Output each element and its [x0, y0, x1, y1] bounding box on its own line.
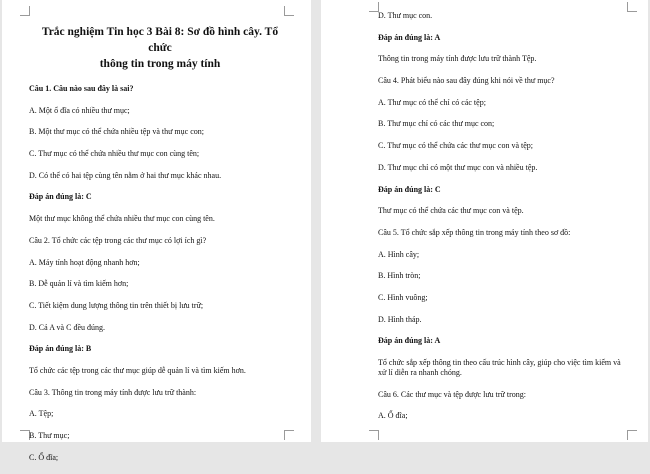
option-line: C. Thư mục có thể chứa các thư mục con và tệp;: [378, 141, 534, 151]
question-1: Câu 1. Câu nào sau đây là sai?: [29, 84, 134, 93]
explanation-line: Tổ chức sắp xếp thông tin theo cấu trúc hình cây, giúp cho việc tìm kiếm và xử lí diễn ra nhanh chóng.: [378, 358, 621, 377]
document-page-left: [2, 0, 311, 462]
option-line: D. Thư mục chỉ có một thư mục con và nhiều tệp.: [378, 162, 538, 172]
question-6: Câu 6. Các thư mục và tệp được lưu trữ trong:: [378, 389, 526, 399]
answer-line: Đáp án đúng là: A: [378, 32, 441, 42]
answer-line: Đáp án đúng là: C: [29, 192, 92, 202]
option-line: D. Có thể có hai tệp cùng tên nằm ở hai thư mục khác nhau.: [29, 170, 222, 180]
crop-mark-bottom-right: [627, 430, 637, 440]
explanation-line: Một thư mục không thể chứa nhiều thư mục con cùng tên.: [29, 214, 215, 224]
option-line: B. Một thư mục có thể chứa nhiều tệp và thư mục con;: [29, 127, 204, 137]
question-4: Câu 4. Phát biểu nào sau đây đúng khi nói về thư mục?: [378, 76, 555, 86]
answer-line: Đáp án đúng là: A: [378, 336, 441, 346]
question-5: Câu 5. Tổ chức sắp xếp thông tin trong máy tính theo sơ đồ:: [378, 227, 571, 237]
option-line: B. Hình tròn;: [378, 271, 421, 281]
option-line: A. Máy tính hoạt động nhanh hơn;: [29, 257, 140, 267]
document-title: [29, 24, 291, 72]
option-line: D. Cả A và C đều đúng.: [29, 322, 105, 332]
option-line: A. Ổ đĩa;: [378, 411, 408, 421]
title-line-1: Trắc nghiệm Tin học 3 Bài 8: Sơ đồ hình cây. Tổ chức: [41, 26, 279, 54]
option-line: C. Thư mục có thể chứa nhiều thư mục con cùng tên;: [29, 149, 200, 159]
option-line: D. Hình tháp.: [378, 314, 422, 324]
answer-line: Đáp án đúng là: B: [29, 344, 92, 354]
crop-mark-top-right: [627, 2, 637, 12]
question-2: Câu 2. Tổ chức các tệp trong các thư mục có lợi ích gì?: [29, 235, 207, 245]
crop-mark-top-left: [20, 6, 30, 16]
option-line: A. Hình cây;: [378, 249, 420, 259]
option-line: B. Thư mục;: [29, 431, 70, 440]
question-3: Câu 3. Thông tin trong máy tính được lưu trữ thành:: [29, 387, 197, 397]
explanation-line: Thư mục có thể chứa các thư mục con và tệp.: [378, 206, 524, 216]
explanation-line: Thông tin trong máy tính được lưu trữ thành Tệp.: [378, 54, 537, 64]
page-content: [29, 24, 291, 474]
option-line: A. Một ổ đĩa có nhiều thư mục;: [29, 105, 130, 115]
option-line: C. Hình vuông;: [378, 292, 428, 302]
option-line: A. Thư mục có thể chỉ có các tệp;: [378, 97, 486, 107]
explanation-line: Tổ chức các tệp trong các thư mục giúp dễ quản lí và tìm kiếm hơn.: [29, 365, 246, 375]
document-page-right: [321, 0, 648, 442]
title-line-2: thông tin trong máy tính: [99, 58, 221, 70]
option-line: C. Tiết kiệm dung lượng thông tin trên thiết bị lưu trữ;: [29, 300, 204, 310]
crop-mark-top-right: [284, 6, 294, 16]
option-line: D. Thư mục con.: [378, 11, 433, 20]
option-line: B. Thư mục chỉ có các thư mục con;: [378, 119, 495, 129]
page-content: [378, 11, 624, 433]
answer-line: Đáp án đúng là: C: [378, 184, 441, 194]
option-line: B. Dễ quản lí và tìm kiếm hơn;: [29, 279, 129, 289]
option-line: C. Ổ đĩa;: [29, 452, 59, 462]
option-line: A. Tệp;: [29, 409, 54, 419]
